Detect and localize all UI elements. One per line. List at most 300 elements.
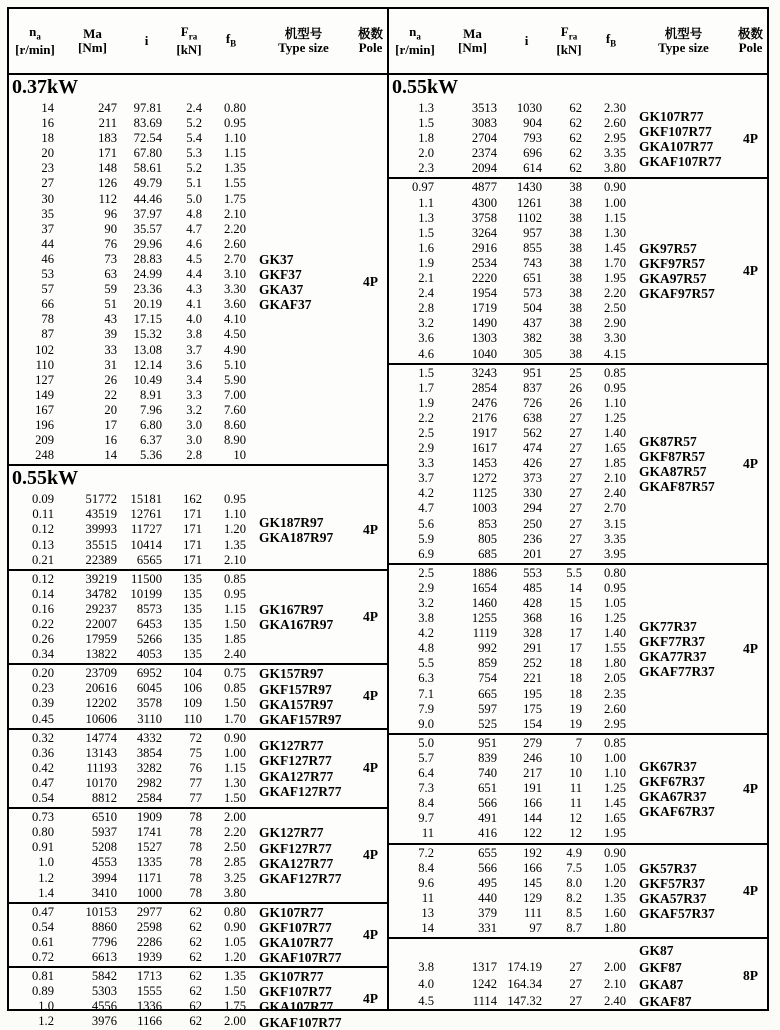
- spec-row: [9, 312, 387, 327]
- cell-torque: 33: [104, 342, 117, 357]
- cell-radial-force: 17: [569, 641, 582, 656]
- cell-ratio: 236: [523, 531, 542, 546]
- cell-torque: 20: [104, 402, 117, 417]
- spec-row: [9, 403, 387, 418]
- spec-row: [9, 553, 387, 568]
- cell-speed: 1.7: [418, 380, 434, 395]
- header-cell-symbol: 机型号: [284, 26, 323, 41]
- cell-radial-force: 77: [189, 775, 202, 790]
- cell-radial-force: 62: [189, 969, 202, 984]
- type-size-label: GK127R77: [259, 738, 324, 754]
- cell-ratio: 562: [523, 425, 542, 440]
- header-cell-pole: [354, 27, 387, 55]
- spec-group: [389, 365, 767, 565]
- header-cell-speed: [389, 25, 441, 58]
- cell-ratio: 37.97: [133, 206, 162, 221]
- pole-label: 4P: [363, 760, 378, 776]
- cell-torque: 754: [478, 671, 497, 686]
- cell-torque: 1617: [471, 441, 497, 456]
- cell-service-factor: 0.95: [223, 586, 246, 601]
- cell-ratio: 485: [523, 580, 542, 595]
- cell-torque: 3264: [471, 225, 497, 240]
- cell-speed: 0.13: [31, 537, 54, 552]
- cell-speed: 0.09: [31, 492, 54, 507]
- spec-row: [389, 846, 767, 861]
- cell-speed: 1.5: [418, 225, 434, 240]
- cell-ratio: 6.37: [139, 433, 162, 448]
- cell-ratio: 474: [523, 441, 542, 456]
- cell-torque: 29237: [85, 601, 117, 616]
- cell-ratio: 696: [523, 146, 542, 161]
- spec-row: [9, 492, 387, 507]
- cell-speed: 3.2: [418, 596, 434, 610]
- cell-torque: 22007: [85, 617, 117, 631]
- header-cell-unit: Pole: [358, 40, 383, 55]
- cell-service-factor: 0.90: [603, 845, 626, 860]
- cell-radial-force: 38: [569, 316, 582, 331]
- type-size-label: GKAF107R77: [259, 949, 342, 965]
- cell-speed: 1.4: [38, 885, 54, 900]
- cell-service-factor: 2.10: [223, 552, 246, 567]
- cell-radial-force: 4.6: [186, 236, 202, 251]
- type-size-label: GKAF67R37: [639, 803, 715, 819]
- cell-service-factor: 3.25: [223, 870, 246, 885]
- spec-row: [9, 282, 387, 297]
- spec-group: [389, 845, 767, 940]
- cell-ratio: 4332: [136, 730, 162, 745]
- cell-service-factor: 2.10: [603, 471, 626, 486]
- cell-speed: [389, 942, 441, 959]
- cell-ratio: 2982: [136, 775, 162, 790]
- spec-row: [9, 222, 387, 237]
- cell-service-factor: 4.15: [603, 346, 626, 361]
- cell-ratio: 35.57: [133, 221, 162, 236]
- cell-ratio: 382: [523, 331, 542, 346]
- cell-ratio: 97.81: [133, 101, 162, 115]
- cell-ratio: 837: [523, 380, 542, 395]
- cell-speed: 6.9: [418, 546, 434, 561]
- cell-service-factor: 1.80: [603, 656, 626, 671]
- cell-speed: 0.20: [31, 666, 54, 681]
- cell-ratio: 294: [523, 501, 542, 516]
- cell-speed: 18: [41, 131, 54, 146]
- cell-service-factor: 0.80: [223, 904, 246, 919]
- cell-torque: 597: [478, 701, 497, 716]
- cell-service-factor: 2.95: [603, 716, 626, 731]
- cell-torque: 22: [104, 387, 117, 402]
- cell-ratio: 3578: [136, 696, 162, 711]
- cell-speed: 4.0: [418, 977, 434, 992]
- cell-radial-force: 4.9: [566, 845, 582, 860]
- cell-speed: 0.22: [31, 617, 54, 631]
- cell-radial-force: 26: [569, 395, 582, 410]
- type-size-label: GKA87R57: [639, 463, 707, 479]
- spec-row: [389, 702, 767, 717]
- spec-row: [389, 717, 767, 732]
- cell-radial-force: 3.0: [186, 433, 202, 448]
- cell-speed: 0.61: [31, 934, 54, 949]
- cell-service-factor: 1.10: [603, 395, 626, 410]
- cell-ratio: 1909: [136, 810, 162, 825]
- cell-radial-force: 38: [569, 271, 582, 286]
- cell-ratio: 7.96: [139, 402, 162, 417]
- cell-ratio: 24.99: [133, 267, 162, 282]
- cell-torque: 6510: [91, 810, 117, 825]
- cell-service-factor: 0.90: [603, 180, 626, 195]
- cell-service-factor: 2.85: [223, 855, 246, 870]
- cell-speed: 0.36: [31, 745, 54, 760]
- cell-radial-force: 5.4: [186, 131, 202, 146]
- type-size-label: GKA107R77: [639, 138, 714, 154]
- cell-torque: 17: [104, 417, 117, 432]
- header-cell-symbol: $F_{ra}$: [560, 23, 578, 42]
- cell-ratio: 1527: [136, 840, 162, 855]
- cell-service-factor: 0.80: [223, 101, 246, 115]
- cell-ratio: 164.34: [507, 977, 542, 992]
- cell-speed: 5.7: [418, 750, 434, 765]
- cell-radial-force: 38: [569, 255, 582, 270]
- cell-ratio: 23.36: [133, 282, 162, 297]
- type-size-label: GKF127R77: [259, 840, 332, 856]
- cell-radial-force: 25: [569, 365, 582, 380]
- cell-speed: 2.1: [418, 271, 434, 286]
- cell-radial-force: 18: [569, 671, 582, 686]
- cell-ratio: 10199: [130, 586, 162, 601]
- header-cell-symbol: $f_B$: [225, 30, 237, 49]
- cell-speed: 2.8: [418, 301, 434, 316]
- cell-service-factor: 2.10: [223, 206, 246, 221]
- cell-torque: 76: [104, 236, 117, 251]
- cell-service-factor: 1.65: [603, 441, 626, 456]
- cell-radial-force: 38: [569, 180, 582, 195]
- cell-torque: 51772: [85, 492, 117, 507]
- cell-speed: 2.2: [418, 410, 434, 425]
- cell-radial-force: 3.4: [186, 372, 202, 387]
- cell-service-factor: 0.80: [603, 565, 626, 580]
- cell-speed: 0.26: [31, 632, 54, 647]
- type-size-label: GKA67R37: [639, 788, 707, 804]
- cell-speed: 20: [41, 146, 54, 161]
- cell-service-factor: 1.25: [603, 611, 626, 626]
- spec-row: [9, 252, 387, 267]
- cell-torque: 5937: [91, 825, 117, 840]
- cell-service-factor: 2.50: [223, 840, 246, 855]
- cell-service-factor: 2.20: [223, 825, 246, 840]
- cell-ratio: 67.80: [133, 146, 162, 161]
- cell-speed: 3.7: [418, 471, 434, 486]
- cell-speed: 46: [41, 251, 54, 266]
- spec-row: [9, 373, 387, 388]
- cell-ratio: 11500: [130, 571, 162, 586]
- spec-row: [9, 161, 387, 176]
- cell-speed: 3.2: [418, 316, 434, 331]
- cell-ratio: 6453: [136, 617, 162, 631]
- header-cell-symbol: $n_a$: [409, 23, 421, 42]
- cell-torque: 416: [478, 826, 497, 841]
- cell-torque: 90: [104, 221, 117, 236]
- cell-speed: 0.97: [411, 180, 434, 195]
- cell-speed: 127: [35, 372, 54, 387]
- cell-radial-force: 38: [569, 286, 582, 301]
- spec-row: [389, 826, 767, 841]
- cell-ratio: 3110: [137, 711, 162, 726]
- spec-table-panel-left: [7, 7, 389, 1030]
- cell-torque: [441, 942, 504, 959]
- type-size-labels: [259, 738, 342, 798]
- cell-radial-force: 109: [183, 696, 202, 711]
- cell-service-factor: 1.85: [223, 632, 246, 647]
- type-size-label: GKF127R77: [259, 753, 332, 769]
- cell-radial-force: 4.4: [186, 267, 202, 282]
- cell-speed: 1.3: [418, 210, 434, 225]
- cell-radial-force: 135: [183, 601, 202, 616]
- cell-ratio: 726: [523, 395, 542, 410]
- type-size-label: GKA127R77: [259, 855, 334, 871]
- cell-service-factor: 2.40: [603, 994, 626, 1009]
- cell-service-factor: 1.50: [223, 791, 246, 806]
- cell-service-factor: 2.60: [223, 236, 246, 251]
- cell-service-factor: 4.10: [223, 312, 246, 327]
- cell-radial-force: 62: [189, 999, 202, 1014]
- cell-torque: 26: [104, 372, 117, 387]
- cell-radial-force: 38: [569, 240, 582, 255]
- spec-row: [389, 211, 767, 226]
- cell-speed: 14: [421, 920, 434, 935]
- type-size-labels: [259, 515, 333, 545]
- cell-torque: 2374: [471, 146, 497, 161]
- cell-radial-force: 3.7: [186, 342, 202, 357]
- cell-service-factor: 3.15: [603, 516, 626, 531]
- cell-radial-force: 110: [183, 711, 202, 726]
- cell-ratio: 328: [523, 626, 542, 641]
- cell-service-factor: 7.00: [223, 387, 246, 402]
- cell-torque: 1255: [471, 611, 497, 626]
- cell-speed: 11: [421, 826, 434, 841]
- cell-radial-force: 27: [569, 471, 582, 486]
- cell-torque: 5303: [91, 984, 117, 999]
- type-size-label: GK57R37: [639, 860, 697, 876]
- cell-ratio: 330: [523, 486, 542, 501]
- cell-torque: 63: [104, 267, 117, 282]
- cell-torque: 331: [478, 920, 497, 935]
- spec-row: [9, 587, 387, 602]
- cell-speed: 248: [35, 448, 54, 463]
- cell-torque: 16: [104, 433, 117, 448]
- cell-service-factor: 1.00: [603, 195, 626, 210]
- type-size-label: GKAF87: [639, 994, 692, 1010]
- cell-radial-force: 62: [189, 904, 202, 919]
- cell-service-factor: 1.20: [223, 522, 246, 537]
- cell-radial-force: 27: [569, 546, 582, 561]
- header-cell-torque: [61, 27, 124, 55]
- cell-radial-force: 76: [189, 760, 202, 775]
- cell-service-factor: 2.20: [223, 221, 246, 236]
- cell-service-factor: 1.35: [223, 161, 246, 176]
- spec-row: [389, 993, 767, 1010]
- type-size-label: GK127R77: [259, 825, 324, 841]
- cell-speed: 13: [421, 905, 434, 920]
- header-cell-unit: [kN]: [176, 42, 202, 58]
- header-cell-speed: [9, 25, 61, 58]
- type-size-label: GKAF107R77: [259, 1014, 342, 1030]
- cell-torque: 96: [104, 206, 117, 221]
- header-cell-symbol: i: [144, 33, 149, 48]
- cell-radial-force: 7: [575, 735, 582, 750]
- cell-torque: 2534: [471, 255, 497, 270]
- cell-service-factor: 3.80: [603, 161, 626, 176]
- header-cell-ratio: [124, 34, 169, 48]
- cell-ratio: 144: [523, 811, 542, 826]
- table-header: [9, 9, 387, 75]
- cell-service-factor: 3.10: [223, 267, 246, 282]
- cell-radial-force: 10: [569, 750, 582, 765]
- cell-torque: 665: [478, 686, 497, 701]
- cell-ratio: 6952: [136, 666, 162, 681]
- type-size-label: GK107R77: [259, 969, 324, 985]
- cell-speed: 2.9: [418, 441, 434, 456]
- cell-service-factor: 1.30: [603, 225, 626, 240]
- cell-ratio: 951: [523, 365, 542, 380]
- cell-ratio: 221: [523, 671, 542, 686]
- spec-row: [389, 331, 767, 346]
- cell-ratio: 1000: [136, 885, 162, 900]
- cell-speed: 0.72: [31, 949, 54, 964]
- cell-ratio: 10414: [130, 537, 162, 552]
- cell-speed: 3.6: [418, 331, 434, 346]
- cell-ratio: 373: [523, 471, 542, 486]
- pole-label: 4P: [363, 688, 378, 704]
- cell-ratio: 1102: [517, 210, 542, 225]
- cell-service-factor: 2.10: [603, 977, 626, 992]
- cell-radial-force: 78: [189, 825, 202, 840]
- spec-group: [389, 735, 767, 845]
- cell-torque: 51: [104, 297, 117, 312]
- spec-row: [389, 366, 767, 381]
- cell-ratio: 291: [523, 641, 542, 656]
- cell-ratio: 6565: [136, 552, 162, 567]
- cell-service-factor: 1.10: [603, 766, 626, 781]
- cell-service-factor: 2.60: [603, 701, 626, 716]
- type-size-label: GK187R97: [259, 514, 324, 530]
- cell-service-factor: 2.35: [603, 686, 626, 701]
- cell-service-factor: 2.40: [223, 647, 246, 662]
- cell-speed: 4.5: [418, 994, 434, 1009]
- cell-speed: 30: [41, 191, 54, 206]
- header-cell-unit: [Nm]: [458, 40, 487, 55]
- cell-radial-force: 27: [569, 410, 582, 425]
- cell-speed: 0.91: [31, 840, 54, 855]
- cell-service-factor: 1.95: [603, 826, 626, 841]
- cell-torque: 43519: [85, 507, 117, 522]
- cell-service-factor: 2.00: [223, 1014, 246, 1029]
- type-size-label: GKAF87R57: [639, 478, 715, 494]
- cell-service-factor: 2.00: [603, 960, 626, 975]
- cell-radial-force: 17: [569, 626, 582, 641]
- cell-torque: 3976: [91, 1014, 117, 1029]
- cell-radial-force: 5.2: [186, 161, 202, 176]
- cell-ratio: 166: [523, 796, 542, 811]
- cell-ratio: 855: [523, 240, 542, 255]
- cell-speed: 7.9: [418, 701, 434, 716]
- cell-speed: 149: [35, 387, 54, 402]
- cell-speed: 0.11: [32, 507, 54, 522]
- cell-torque: 211: [98, 116, 117, 131]
- cell-radial-force: 12: [569, 811, 582, 826]
- cell-ratio: [504, 942, 549, 959]
- cell-torque: 1119: [472, 626, 497, 641]
- type-size-label: GKAF37: [259, 297, 312, 313]
- cell-service-factor: 0.90: [223, 919, 246, 934]
- type-size-label: GKF107R77: [639, 123, 712, 139]
- type-size-label: GK87: [639, 943, 674, 959]
- cell-speed: 0.39: [31, 696, 54, 711]
- header-cell-service-factor: [589, 32, 633, 51]
- type-size-labels: [639, 434, 715, 494]
- cell-torque: 11193: [86, 760, 117, 775]
- cell-torque: 3410: [91, 885, 117, 900]
- cell-ratio: 11727: [130, 522, 162, 537]
- cell-service-factor: 1.55: [223, 176, 246, 191]
- cell-service-factor: 0.95: [603, 580, 626, 595]
- cell-radial-force: 62: [569, 146, 582, 161]
- cell-service-factor: 0.75: [223, 666, 246, 681]
- cell-speed: 5.9: [418, 531, 434, 546]
- cell-torque: 3994: [91, 870, 117, 885]
- cell-speed: 9.0: [418, 716, 434, 731]
- cell-radial-force: 171: [183, 552, 202, 567]
- cell-service-factor: 3.30: [223, 282, 246, 297]
- cell-torque: 39: [104, 327, 117, 342]
- cell-speed: 7.2: [418, 845, 434, 860]
- cell-speed: 14: [41, 101, 54, 115]
- cell-service-factor: 2.60: [603, 116, 626, 131]
- cell-service-factor: 4.90: [223, 342, 246, 357]
- pole-label: 4P: [363, 521, 378, 537]
- cell-speed: 2.9: [418, 580, 434, 595]
- cell-radial-force: 62: [189, 934, 202, 949]
- cell-ratio: 504: [523, 301, 542, 316]
- cell-ratio: 12.14: [133, 357, 162, 372]
- pole-label: 8P: [743, 968, 758, 984]
- cell-ratio: 10.49: [133, 372, 162, 387]
- type-size-label: GKAF97R57: [639, 286, 715, 302]
- type-size-label: GKA97R57: [639, 271, 707, 287]
- cell-ratio: 957: [523, 225, 542, 240]
- spec-row: [389, 687, 767, 702]
- cell-radial-force: 4.3: [186, 282, 202, 297]
- cell-torque: 14: [104, 448, 117, 463]
- cell-ratio: 29.96: [133, 236, 162, 251]
- cell-torque: 31: [104, 357, 117, 372]
- cell-service-factor: 1.65: [603, 811, 626, 826]
- spec-row: [9, 176, 387, 191]
- cell-radial-force: 19: [569, 701, 582, 716]
- cell-speed: 167: [35, 402, 54, 417]
- type-size-label: GK157R97: [259, 666, 324, 682]
- cell-radial-force: 5.1: [186, 176, 202, 191]
- cell-service-factor: 2.40: [603, 486, 626, 501]
- cell-service-factor: 3.35: [603, 531, 626, 546]
- spec-row: [389, 396, 767, 411]
- spec-row: [389, 347, 767, 362]
- cell-ratio: 743: [523, 255, 542, 270]
- cell-ratio: 428: [523, 596, 542, 610]
- cell-ratio: 13.08: [133, 342, 162, 357]
- cell-radial-force: 8.5: [566, 905, 582, 920]
- cell-ratio: 3854: [136, 745, 162, 760]
- cell-radial-force: 27: [569, 516, 582, 531]
- cell-radial-force: 5.5: [566, 565, 582, 580]
